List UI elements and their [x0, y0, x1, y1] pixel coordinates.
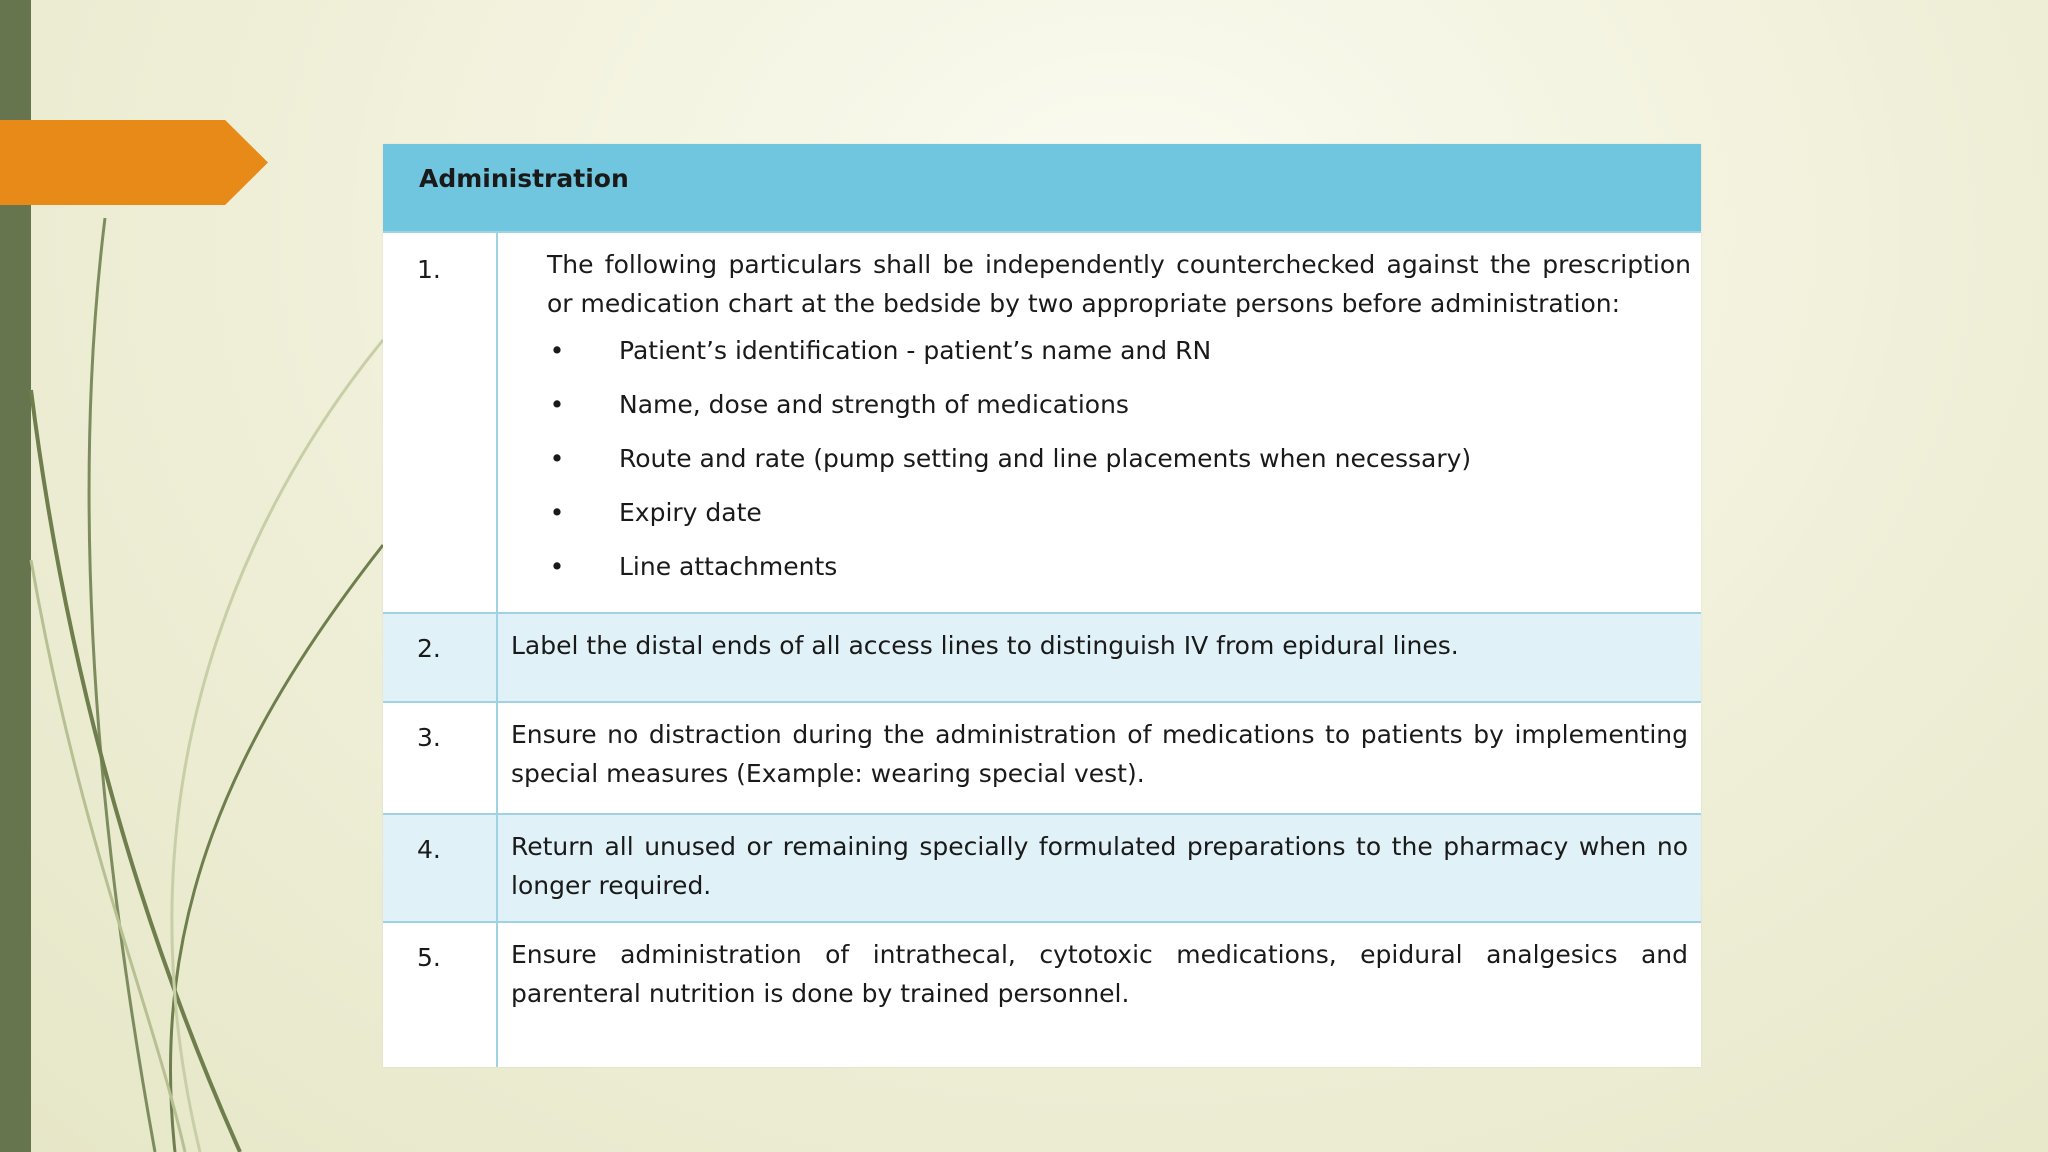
- row-intro: The following particulars shall be independently counterchecked against the prescription or medication chart at the bedside by two appropriate persons before administration:: [547, 250, 1692, 318]
- list-item: [547, 493, 1691, 547]
- bullet-icon: •: [549, 390, 565, 419]
- table-row: [383, 814, 1701, 922]
- table-header-row: [383, 144, 1701, 232]
- row-number: 2.: [383, 613, 497, 702]
- row-text: Label the distal ends of all access lines to distinguish IV from epidural lines.: [497, 613, 1701, 702]
- bullet-text: Name, dose and strength of medications: [619, 390, 1129, 419]
- row-number: 3.: [383, 702, 497, 814]
- row-number: 1.: [383, 232, 497, 613]
- row-text: [497, 232, 1701, 613]
- row-text: Ensure administration of intrathecal, cytotoxic medications, epidural analgesics and parenteral nutrition is done by trained personnel.: [497, 922, 1701, 1067]
- bullet-text: Route and rate (pump setting and line placements when necessary): [619, 444, 1472, 473]
- orange-arrow-tab: [0, 120, 268, 205]
- table-header: Administration: [383, 144, 1701, 232]
- bullet-icon: •: [549, 336, 565, 365]
- table-row: [383, 702, 1701, 814]
- bullet-icon: •: [549, 444, 565, 473]
- table-row: [383, 922, 1701, 1067]
- row-text: Ensure no distraction during the administration of medications to patients by implementing special measures (Example: wearing special vest).: [497, 702, 1701, 814]
- bullet-text: Patient’s identification - patient’s name and RN: [619, 336, 1212, 365]
- bullet-list: [547, 331, 1691, 601]
- list-item: [547, 331, 1691, 385]
- bullet-text: Expiry date: [619, 498, 762, 527]
- table-row: [383, 232, 1701, 613]
- row-number: 4.: [383, 814, 497, 922]
- bullet-icon: •: [549, 552, 565, 581]
- list-item: [547, 547, 1691, 601]
- bullet-icon: •: [549, 498, 565, 527]
- list-item: [547, 439, 1691, 493]
- administration-table: [383, 144, 1701, 1067]
- row-text: Return all unused or remaining specially formulated preparations to the pharmacy when no longer required.: [497, 814, 1701, 922]
- list-item: [547, 385, 1691, 439]
- bullet-text: Line attachments: [619, 552, 838, 581]
- table-row: [383, 613, 1701, 702]
- row-number: 5.: [383, 922, 497, 1067]
